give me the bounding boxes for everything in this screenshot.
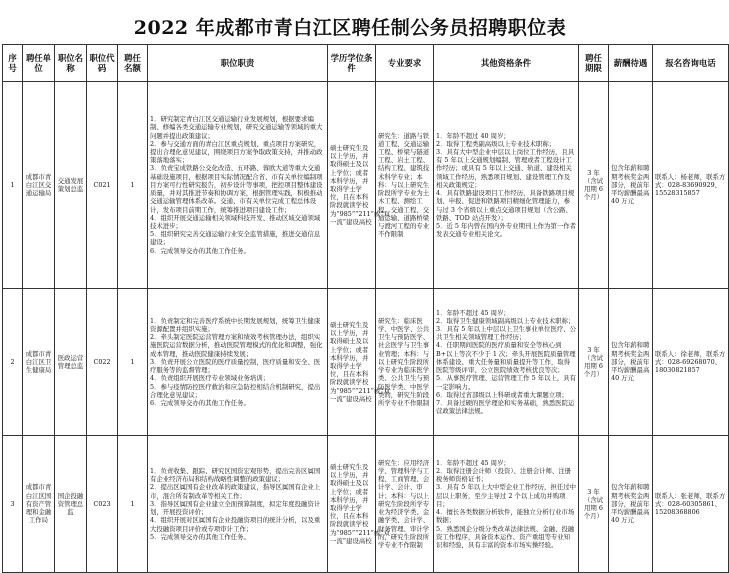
- cell-seq: 2: [3, 289, 23, 436]
- other-line: 4．具有铁路建设项目工作经历，具备铁路项目规划、申报、促进和铁路项目精细化管理能力，参与过 3 个省级以上重点交通项目规划（含公路、铁路、TOD 站点开发）；: [436, 189, 575, 222]
- cell-salary: 包含年薪和聘期考核奖金两部分，税前年平均薪酬最高 40 万元: [609, 82, 653, 289]
- other-line: 3．具有 5 年以上大中型企业工作经历，担任过中层以上职务，至少主导过 2 个以上成功并购项目；: [436, 483, 577, 508]
- other-line: 6．取得过省部级以上科研或者重大课题立项；: [436, 390, 568, 399]
- other-line: 2．取得工程类副高级以上专业技术职称；: [436, 139, 556, 148]
- cell-contact: 联系人：杨老师，联系方式：028-83690929、15528315857: [653, 82, 729, 289]
- other-line: 5．近 5 年内曾在国内外专业期刊上作为第一作者发表交通专业相关论文。: [436, 221, 577, 239]
- duty-line: 2．牵头制定医院运营管理方案和绩效考核管理办法，组织实施医院运营数据分析，推动医院管理模式的优化和调整，强化成本管理，推动医院健康持续发展；: [150, 333, 323, 358]
- duty-line: 3．负责宝成铁路公交化改造、五环路、蓉欧大道等重大交通基础设施项目，根据项目实际情况配合省、市有关单位编制项目方案可行性研究报告，初步设计等事项，把控项目整体建设质量，并对其推进节奏和协调方案，根据管理实践，积极推动交通运输管理体系改革。交通、市有关单位完成工程总体设计，发布项目前期工作，统筹推进项目建设工作；: [150, 164, 323, 214]
- header-major: 专业要求: [376, 45, 434, 82]
- header-position-code: 职位代码: [87, 45, 118, 82]
- other-line: 2．取得注册会计师（投资）、注册会计师、注册税务师资格证书；: [436, 467, 572, 484]
- other-line: 3．具有 5 年以上中层以上卫生事业单位医疗、公共卫生相关领域管理工作经历；: [436, 325, 577, 342]
- cell-contact: 联系人：张老师，联系方式：028-60305861、15208368806: [653, 436, 729, 573]
- cell-salary: 包含年薪和聘期考核奖金两部分，税前年平均薪酬最高 40 万元: [609, 289, 653, 436]
- header-duties: 职位职责: [148, 45, 328, 82]
- other-line: 7．具备过硬的医学理论和实务基础，熟悉医院运营政策法律法规。: [436, 398, 575, 416]
- duty-line: 5．参与疫情防控医疗救治和应急防控相结合机制研究，提出合理化意见建议；: [150, 382, 321, 399]
- header-education: 学历学位条件: [328, 45, 376, 82]
- other-line: 1．年龄不超过 45 周岁；: [436, 458, 510, 467]
- header-seq: 序号: [3, 45, 23, 82]
- cell-unit: 成都市青白江区国有资产管理和金融工作局: [23, 436, 55, 573]
- duty-line: 4．组织开展对区属国有企业投融资项目的统计分析，以及重大投融资项目评价或专项审计工作；: [150, 516, 321, 533]
- cell-other: [434, 436, 579, 573]
- other-line: 2．取得卫生健康领域副高级以上专业技术职称；: [436, 316, 575, 325]
- header-position-name: 职位名称: [55, 45, 87, 82]
- cell-position-code: C022: [87, 289, 118, 436]
- header-contact: 报名咨询电话: [653, 45, 729, 82]
- cell-position-code: C021: [87, 82, 118, 289]
- header-other: 其他资格条件: [434, 45, 579, 82]
- other-line: 4．任职期间医院的医疗质量和安全等核心到 B+以上等次不少于 1 次；牵头开展医院质量管理体系建设、重大任务量和质量提升等工作，取得医院等级评审、公立医院绩效考核优良等次；: [436, 341, 576, 375]
- duty-line: 4．负责组织开展医疗专业领域业务培训；: [150, 374, 270, 383]
- cell-other: [434, 289, 579, 436]
- cell-term: 3 年（含试用期 6 个月）: [579, 436, 609, 573]
- duty-line: 1．研究制定青白江区交通运输行业发展规划，根据要求编制、修编各类交通运输专业规划，研究交通运输等领域的重大问题并提出政策建议；: [150, 115, 323, 140]
- cell-quota: 1: [118, 289, 148, 436]
- cell-seq: 3: [3, 436, 23, 573]
- cell-unit: 成都市青白江区卫生健康局: [23, 289, 55, 436]
- cell-education: 硕士研究生及以上学历，并取得硕士及以上学位；或者本科学历，并取得学士学位，且在本科阶段就读学校为“985”“211”或“双一流”建设高校: [328, 436, 376, 573]
- table-header-row: [3, 45, 729, 82]
- header-quota: 聘任名额: [118, 45, 148, 82]
- page-title: 2022 年成都市青白江区聘任制公务员招聘职位表: [133, 17, 567, 39]
- duty-line: 2．参与交通方面的青白江区重点规划、重点项目方案研究，提出合理化意见建议，围绕项目方案争取政策支持，并推动政策落地落实；: [150, 139, 323, 165]
- duty-line: 5．组织研究完善交通运输行业安全监管措施，推进交通信息建设；: [150, 230, 321, 247]
- cell-unit: 成都市青白江区交通运输局: [23, 82, 55, 289]
- other-line: 1．年龄不超过 40 周岁；: [436, 131, 510, 140]
- cell-education: 硕士研究生及以上学历，并取得硕士及以上学位；或者本科学历，并取得学士学位，且在本科阶段就读学校为“985”“211”或“双一流”建设高校: [328, 289, 376, 436]
- cell-education: 硕士研究生及以上学历，并取得硕士及以上学位；或者本科学历，并取得学士学位，且在本科阶段就读学校为“985”“211”或“双一流”建设高校: [328, 82, 376, 289]
- table-row: [3, 82, 729, 289]
- cell-other: [434, 82, 579, 289]
- cell-major: 研究生：应用经济学、管理科学与工程、工商管理、会计学、会计、审计；本科：与以上研究生阶段所学专业为经济学类、金融学类、会计学、财务管理、审计学的，研究生阶段所学专业不作限制: [376, 436, 434, 573]
- cell-seq: 1: [3, 82, 23, 289]
- cell-quota: 1: [118, 436, 148, 573]
- other-line: 5．熟悉国企分级分类改革法律法规、金融、投融资工作程序，具备资本运作、资产重组等专业知识和经验，具有丰富的资本市场实操经验。: [436, 524, 575, 549]
- header-salary: 薪酬待遇: [609, 45, 653, 82]
- cell-duties: [148, 436, 328, 573]
- cell-term: 3 年（含试用期 6 个月）: [579, 82, 609, 289]
- duty-line: 4．组织开展交通运输相关领域科技开发、推动区域交通领域技术进步；: [150, 213, 321, 230]
- duty-line: 6．完成领导交办的其他工作任务。: [150, 246, 250, 255]
- other-line: 3．具有大中型企业中层以上岗位工作经历，且具有 5 年以上交通规划编制、管理或者工程设计工作经历；或具有 5 年以上交通、轨道、建设相关领域工作经历，熟悉项目规划、建设管理工作及相关政策规定；: [436, 148, 575, 189]
- cell-term: 3 年（含试用期 6 个月）: [579, 289, 609, 436]
- table-row: [3, 436, 729, 573]
- other-line: 4．擅长各类数据分析软件，能独立分析行业市场数据；: [436, 508, 575, 525]
- cell-contact: 联系人：徐老师，联系方式：028-69268070、18030821857: [653, 289, 729, 436]
- positions-table: [2, 44, 729, 573]
- cell-major: 研究生：道路与铁道工程、交通运输工程、桥梁与隧道工程、岩土工程、结构工程、建筑技术科学专业；本科：与以上研究生阶段所学专业为土木工程、测绘工程、交通工程、交通运输、道路桥梁与渡河工程的专业不作限制: [376, 82, 434, 289]
- cell-position-name: 交通发展策划总监: [55, 82, 87, 289]
- duty-line: 3．负责开展公立医院的医疗质量控制，医疗质量和安全、医疗服务等的监督管理；: [150, 357, 321, 375]
- duty-line: 1．负责制定和完善医疗系统中长期发展规划，统筹卫生健康资源配置并组织实施；: [150, 316, 321, 334]
- table-row: [3, 289, 729, 436]
- cell-salary: 包含年薪和聘期考核奖金两部分，税前年平均薪酬最高 40 万元: [609, 436, 653, 573]
- duty-line: 1．负责收集、跟踪、研究区国资宏观形势，提出完善区属国有企业经济布局和结构战略性调整的政策建议；: [150, 467, 321, 484]
- cell-major: 研究生：临床医学、中医学、公共卫生与预防医学、社会医学与卫生事业管理；本科：与以上研究生阶段所学专业为临床医学类、公共卫生与预防医学类、中医学类的，研究生阶段所学专业不作限制: [376, 289, 434, 436]
- cell-quota: 1: [118, 82, 148, 289]
- cell-position-name: 医政运营管理总监: [55, 289, 87, 436]
- duty-line: 6．完成领导交办的其他工作任务。: [150, 398, 250, 407]
- other-line: 5．从事医疗管理、运营管理工作 5 年以上，具有一定影响力。: [436, 374, 577, 391]
- other-line: 1．年龄不超过 45 周岁；: [436, 308, 510, 317]
- duty-line: 5．完成领导交办的其他工作任务。: [150, 532, 250, 541]
- cell-position-code: C023: [87, 436, 118, 573]
- cell-position-name: 国企投融资管理总监: [55, 436, 87, 573]
- cell-duties: [148, 82, 328, 289]
- duty-line: 3．指导区属国有企业建立全面预算制度，拟定年度投融资计划，开展投资评价；: [150, 499, 321, 517]
- header-unit: 聘任单位: [23, 45, 55, 82]
- cell-duties: [148, 289, 328, 436]
- header-term: 聘任期限: [579, 45, 609, 82]
- duty-line: 2．提出区属国有企业改革的政策建议，指导区属国有企业上市，混合所有制改革等相关工作；: [150, 483, 321, 500]
